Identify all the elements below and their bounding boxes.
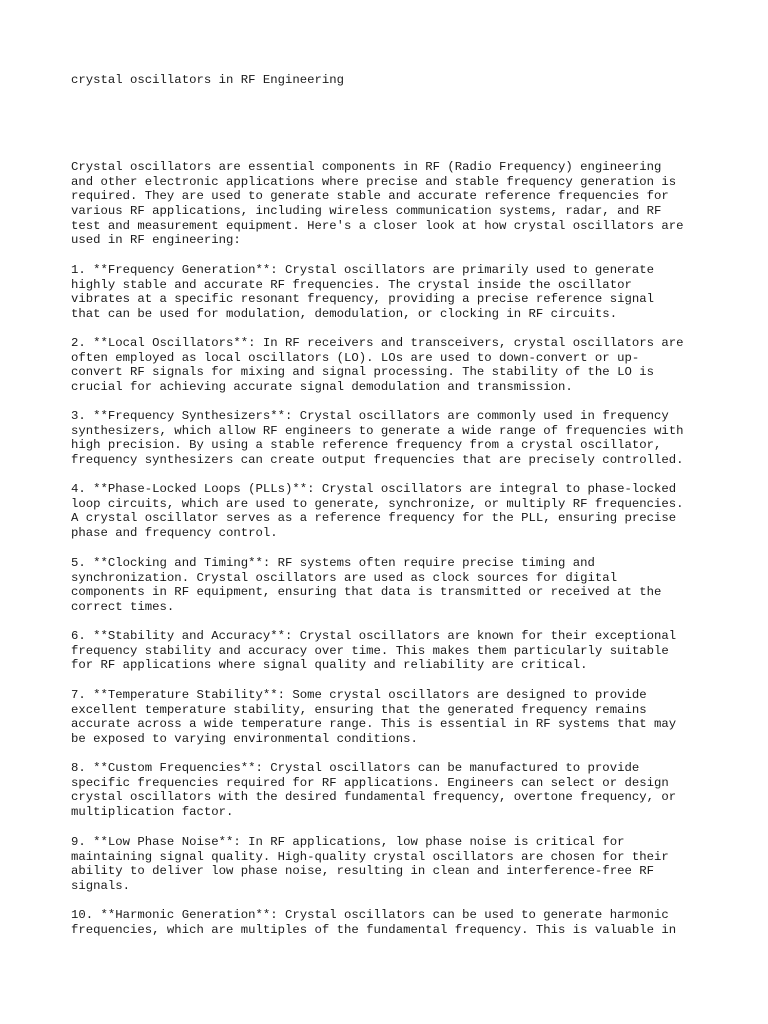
list-item-8: 8. **Custom Frequencies**: Crystal oscillators can be manufactured to provide specific frequencies required for RF applications. Engineers can select or design crystal oscillators with the desired fundamental frequency, overtone frequency, or multiplication factor. — [71, 761, 677, 819]
list-item-9: 9. **Low Phase Noise**: In RF applications, low phase noise is critical for maintaining signal quality. High-quality crystal oscillators are chosen for their ability to deliver low phase noise, resulting in clean and interference-free RF signals. — [71, 835, 669, 893]
list-item-1: 1. **Frequency Generation**: Crystal oscillators are primarily used to generate highly stable and accurate RF frequencies. The crystal inside the oscillator vibrates at a specific resonant frequency, providing a precise reference signal that can be used for modulation, demodulation, or clocking in RF circuits. — [71, 263, 654, 321]
list-item-6: 6. **Stability and Accuracy**: Crystal oscillators are known for their exceptional frequency stability and accuracy over time. This makes them particularly suitable for RF applications where signal quality and reliability are critical. — [71, 629, 677, 673]
list-item-2: 2. **Local Oscillators**: In RF receivers and transceivers, crystal oscillators are often employed as local oscillators (LO). LOs are used to down-convert or up- convert RF signals for mixing and signal processing. The stability of the LO is crucial for achieving accurate signal demodulation and transmission. — [71, 336, 684, 394]
document-title: crystal oscillators in RF Engineering — [71, 73, 345, 87]
list-item-7: 7. **Temperature Stability**: Some crystal oscillators are designed to provide excellent temperature stability, ensuring that the generated frequency remains accurate across a wide temperature range. This is essential in RF systems that may be exposed to varying environmental conditions. — [71, 688, 677, 746]
list-item-10: 10. **Harmonic Generation**: Crystal oscillators can be used to generate harmonic frequencies, which are multiples of the fundamental frequency. This is valuable in — [71, 908, 677, 937]
intro-paragraph: Crystal oscillators are essential components in RF (Radio Frequency) engineering and other electronic applications where precise and stable frequency generation is required. They are used to generate stable and accurate reference frequencies for various RF applications, including wireless communication systems, radar, and RF test and measurement equipment. Here's a closer look at how crystal oscillators are used in RF engineering: — [71, 160, 684, 248]
list-item-3: 3. **Frequency Synthesizers**: Crystal oscillators are commonly used in frequency synthesizers, which allow RF engineers to generate a wide range of frequencies with high precision. By using a stable reference frequency from a crystal oscillator, frequency synthesizers can create output frequencies that are precisely controlled. — [71, 409, 684, 467]
list-item-4: 4. **Phase-Locked Loops (PLLs)**: Crystal oscillators are integral to phase-locked loop circuits, which are used to generate, synchronize, or multiply RF frequencies. A crystal oscillator serves as a reference frequency for the PLL, ensuring precise phase and frequency control. — [71, 482, 684, 540]
list-item-5: 5. **Clocking and Timing**: RF systems often require precise timing and synchronization. Crystal oscillators are used as clock sources for digital components in RF equipment, ensuring that data is transmitted or received at the correct times. — [71, 556, 662, 614]
